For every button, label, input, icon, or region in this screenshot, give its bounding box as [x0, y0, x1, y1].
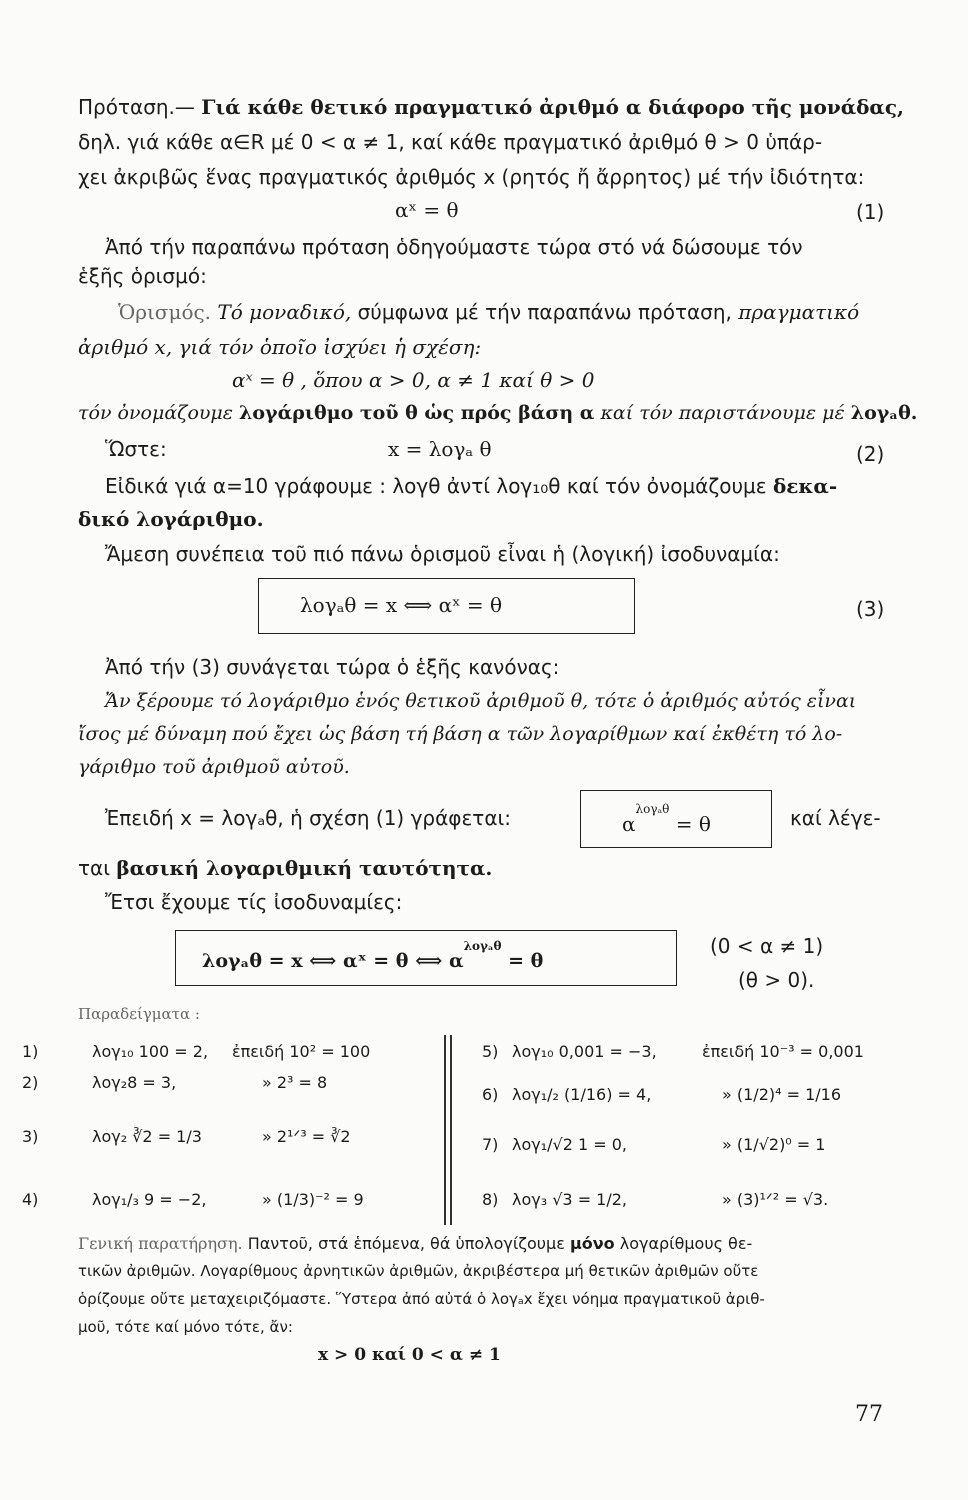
proposition-line-3: χει ἀκριβῶς ἕνας πραγματικός ἀριθμός x (ρητός ἤ ἄρρητος) μέ τήν ἰδιότητα:: [78, 165, 865, 189]
column-divider: [444, 1035, 446, 1225]
equivalences-condition-1: (0 < α ≠ 1): [710, 934, 824, 958]
example-expression: λογ₁/₃ 9 = −2,: [92, 1190, 207, 1209]
identity-equation: $\alpha^{\lambda o\gamma_a\theta} = \theta$: [622, 802, 711, 836]
remark-final-condition: x > 0 καί 0 < α ≠ 1: [318, 1345, 501, 1365]
equation-2-number: (2): [856, 442, 885, 466]
example-reason: » 2¹ᐟ³ = ∛2: [262, 1127, 351, 1146]
equation-3: λογₐθ = x ⟺ αˣ = θ: [300, 593, 503, 617]
example-number: 4): [22, 1190, 39, 1209]
page-number: 77: [855, 1402, 883, 1427]
column-divider: [450, 1035, 452, 1225]
example-reason: ἐπειδή 10⁻³ = 0,001: [702, 1042, 864, 1061]
decimal-line-2: δικό λογάριθμο.: [78, 507, 264, 531]
remark-line-2: τικῶν ἀριθμῶν. Λογαρίθμους ἀρνητικῶν ἀριθμῶν, ἀκριβέστερα μή θετικῶν ἀριθμῶν οὔτε: [78, 1262, 759, 1280]
identity-line-1: Ἐπειδή x = λογₐθ, ἡ σχέση (1) γράφεται:: [105, 806, 512, 830]
example-reason: » (1/2)⁴ = 1/16: [722, 1085, 842, 1104]
example-expression: λογ₂8 = 3,: [92, 1073, 177, 1092]
example-reason: ἐπειδή 10² = 100: [232, 1042, 371, 1061]
intro-line-1: Ἀπό τήν παραπάνω πρόταση ὁδηγούμαστε τώρα στό νά δώσουμε τόν: [105, 235, 803, 259]
example-reason: » (3)¹ᐟ² = √3.: [722, 1190, 829, 1209]
rule-line-1: Ἄν ξέρουμε τό λογάριθμο ἑνός θετικοῦ ἀριθμοῦ θ, τότε ὁ ἀριθμός αὐτός εἶναι: [105, 690, 857, 712]
example-expression: λογ₁/√2 1 = 0,: [512, 1135, 628, 1154]
equation-2: x = λογₐ θ: [388, 437, 492, 461]
definition-line-2: ἀριθμό x, γιά τόν ὁποῖο ἰσχύει ἡ σχέση:: [78, 335, 482, 359]
intro-line-2: ἑξῆς ὁρισμό:: [78, 264, 207, 288]
proposition-line-1: [78, 95, 904, 119]
example-number: 5): [482, 1042, 499, 1061]
definition-label: Ὁρισμός.: [118, 300, 212, 324]
example-expression: λογ₁/₂ (1/16) = 4,: [512, 1085, 652, 1104]
equation-1-number: (1): [856, 200, 885, 224]
proposition-lead: Πρόταση.—: [78, 95, 195, 119]
example-expression: λογ₁₀ 100 = 2,: [92, 1042, 209, 1061]
decimal-line-1: Εἰδικά γιά α=10 γράφουμε : λογθ ἀντί λογ₁₀θ καί τόν ὀνομάζουμε δεκα-: [105, 474, 838, 498]
identity-line-2: ται βασική λογαριθμική ταυτότητα.: [78, 856, 493, 880]
remark-line-4: μοῦ, τότε καί μόνο τότε, ἄν:: [78, 1318, 293, 1336]
examples-title: Παραδείγματα :: [78, 1005, 200, 1023]
equation-3-number: (3): [856, 597, 885, 621]
rule-line-2: ἴσος μέ δύναμη πού ἔχει ὡς βάση τή βάση α τῶν λογαρίθμων καί ἐκθέτη τό λο-: [78, 723, 843, 745]
definition-line-3: τόν ὀνομάζουμε λογάριθμο τοῦ θ ὡς πρός βάση α καί τόν παριστάνουμε μέ λογₐθ.: [78, 402, 918, 424]
equivalences-equation: λογₐθ = x ⟺ αˣ = θ ⟺ $\alpha^{\lambda o\gamma_a\theta} = \theta$: [202, 938, 544, 972]
example-expression: λογ₃ √3 = 1/2,: [512, 1190, 628, 1209]
proposition-line-2: δηλ. γιά κάθε α∈R μέ 0 < α ≠ 1, καί κάθε πραγματικό ἀριθμό θ > 0 ὑπάρ-: [78, 130, 823, 154]
example-expression: λογ₁₀ 0,001 = −3,: [512, 1042, 657, 1061]
equivalences-condition-2: (θ > 0).: [738, 968, 815, 992]
identity-tail: καί λέγε-: [790, 806, 881, 830]
example-number: 6): [482, 1085, 499, 1104]
rule-line-3: γάριθμο τοῦ ἀριθμοῦ αὐτοῦ.: [78, 756, 350, 778]
hence-label: Ὥστε:: [105, 437, 167, 461]
rule-intro: Ἀπό τήν (3) συνάγεται τώρα ὁ ἑξῆς κανόνας:: [105, 655, 560, 679]
example-reason: » (1/√2)⁰ = 1: [722, 1135, 826, 1154]
example-number: 1): [22, 1042, 39, 1061]
equation-1: αˣ = θ: [395, 198, 459, 222]
equivalences-intro: Ἔτσι ἔχουμε τίς ἰσοδυναμίες:: [105, 890, 403, 914]
consequence-line: Ἄμεση συνέπεια τοῦ πιό πάνω ὁρισμοῦ εἶναι ἡ (λογική) ἰσοδυναμία:: [105, 542, 780, 566]
example-expression: λογ₂ ∛2 = 1/3: [92, 1127, 202, 1146]
example-number: 7): [482, 1135, 499, 1154]
remark-line-1: Γενική παρατήρηση. Παντοῦ, στά ἑπόμενα, θά ὑπολογίζουμε μόνο λογαρίθμους θε-: [78, 1234, 753, 1253]
remark-line-3: ὁρίζουμε οὔτε μεταχειριζόμαστε. Ὕστερα ἀπό αὐτά ὁ λογₐx ἔχει νόημα πραγματικοῦ ἀριθ-: [78, 1290, 765, 1308]
remark-label: Γενική παρατήρηση.: [78, 1234, 243, 1253]
example-number: 8): [482, 1190, 499, 1209]
definition-condition: αˣ = θ , ὅπου α > 0, α ≠ 1 καί θ > 0: [232, 368, 595, 392]
example-number: 2): [22, 1073, 39, 1092]
example-number: 3): [22, 1127, 39, 1146]
definition-line-1: Ὁρισμός. Τό μοναδικό, σύμφωνα μέ τήν παραπάνω πρόταση, πραγματικό: [118, 300, 860, 324]
proposition-text: Γιά κάθε θετικό πραγματικό ἀριθμό α διάφορο τῆς μονάδας,: [201, 95, 904, 119]
example-reason: » 2³ = 8: [262, 1073, 328, 1092]
example-reason: » (1/3)⁻² = 9: [262, 1190, 364, 1209]
